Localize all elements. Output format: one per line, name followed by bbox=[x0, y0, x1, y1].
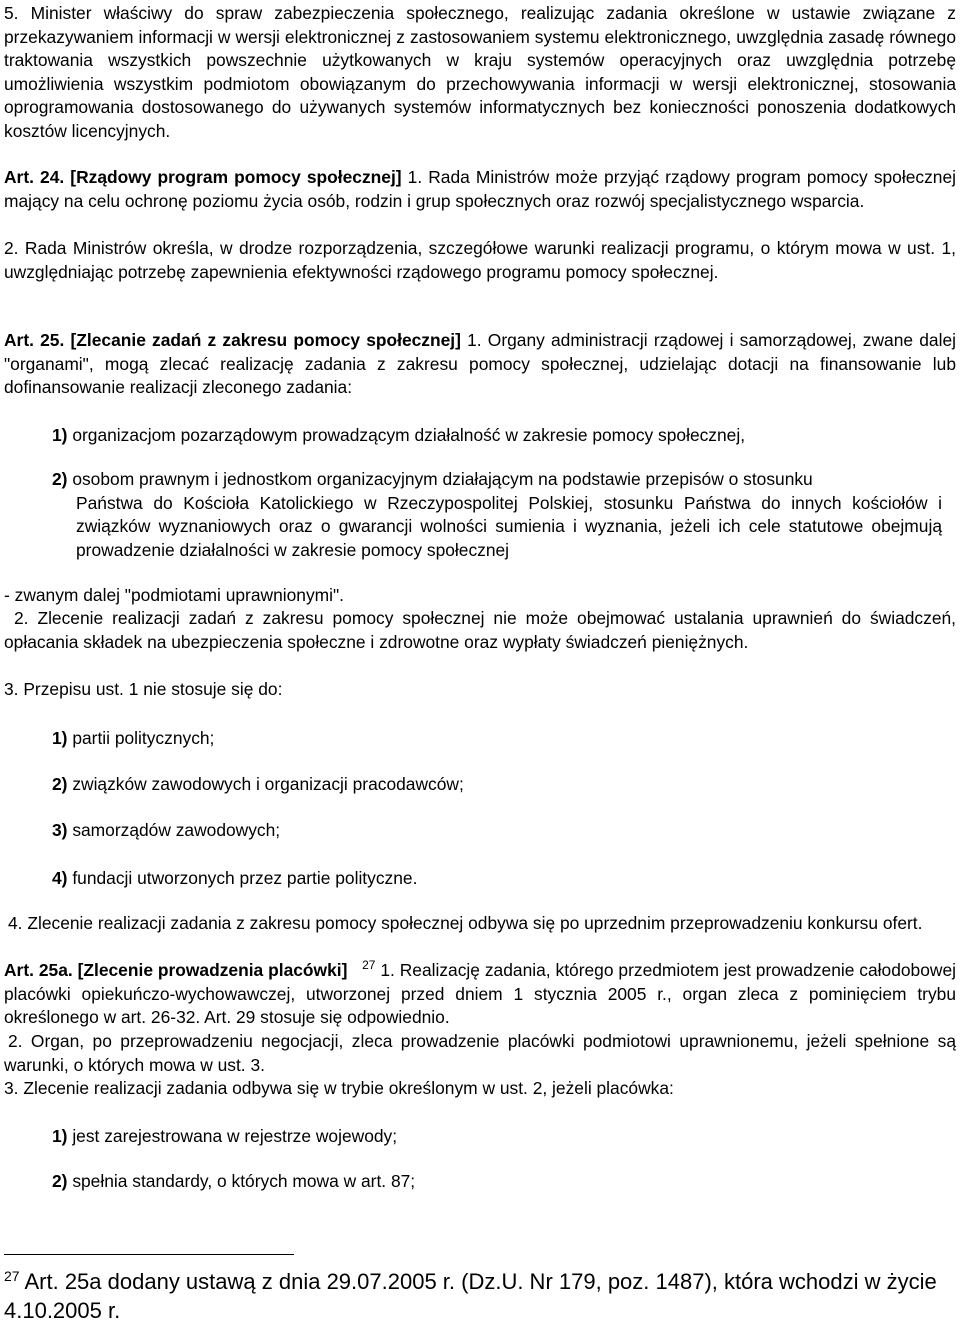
item-text-continued: Państwa do Kościoła Katolickiego w Rzeczypospolitej Polskiej, stosunku Państwa do innych kościołów i związków wyznaniowych oraz o gwarancji wolności sumienia i wyznania, jeżeli ich cele statutowe obejmują prowadzenie działalności w zakresie pomocy społecznej bbox=[76, 492, 942, 560]
art-25a-heading: Art. 25a. [Zlecenie prowadzenia placówki] bbox=[4, 960, 348, 980]
item-text: samorządów zawodowych; bbox=[72, 820, 281, 840]
item-text: osobom prawnym i jednostkom organizacyjnym działającym na podstawie przepisów o stosunku bbox=[72, 469, 813, 489]
item-number: 1) bbox=[52, 425, 68, 445]
item-number: 2) bbox=[52, 1171, 68, 1191]
art-25-item-2 bbox=[52, 468, 942, 562]
item-number: 2) bbox=[52, 774, 68, 794]
item-text: fundacji utworzonych przez partie polityczne. bbox=[72, 868, 418, 888]
art-25a bbox=[4, 959, 956, 1030]
art-24-ust-2: 2. Rada Ministrów określa, w drodze rozporządzenia, szczegółowe warunki realizacji programu, o którym mowa w ust. 1, uwzględniając potrzebę zapewnienia efektywności rządowego programu pomocy społecznej. bbox=[4, 238, 956, 282]
art-25-ust-3-item-4 bbox=[52, 867, 942, 891]
art-25a-item-1 bbox=[52, 1125, 942, 1149]
item-text: organizacjom pozarządowym prowadzącym działalność w zakresie pomocy społecznej, bbox=[72, 425, 746, 445]
footnote bbox=[4, 1262, 956, 1325]
art-25-ust-3-item-1 bbox=[52, 727, 942, 751]
art-25-ust-2: 2. Zlecenie realizacji zadań z zakresu pomocy społecznej nie może obejmować ustalania uprawnień do świadczeń, opłacania składek na ubezpieczenia społeczne i zdrowotne oraz wypłaty świadczeń pieniężnych. bbox=[4, 608, 956, 652]
art-25 bbox=[4, 329, 956, 400]
footnote-text: Art. 25a dodany ustawą z dnia 29.07.2005 r. (Dz.U. Nr 179, poz. 1487), która wchodzi w życie 4.10.2005 r. bbox=[4, 1269, 937, 1323]
art-25-item-1 bbox=[52, 424, 942, 448]
item-text: jest zarejestrowana w rejestrze wojewody; bbox=[72, 1126, 398, 1146]
art-25a-ust-2: 2. Organ, po przeprowadzeniu negocjacji, zleca prowadzenie placówki podmiotowi uprawnionemu, jeżeli spełnione są warunki, o których mowa w ust. 3. bbox=[4, 1031, 956, 1075]
item-text: związków zawodowych i organizacji pracodawców; bbox=[72, 774, 464, 794]
art-24 bbox=[4, 166, 956, 213]
art-24-heading: Art. 24. [Rządowy program pomocy społecznej] bbox=[4, 167, 402, 187]
art-25-ust-3-item-3 bbox=[52, 819, 942, 843]
item-text: spełnia standardy, o których mowa w art. 87; bbox=[72, 1171, 416, 1191]
art-25a-ust-3: 3. Zlecenie realizacji zadania odbywa się w trybie określonym w ust. 2, jeżeli placówka: bbox=[4, 1078, 674, 1098]
art-25-ust-3-item-2 bbox=[52, 773, 942, 797]
footnote-mark: 27 bbox=[4, 1268, 20, 1284]
art-25a-item-2 bbox=[52, 1170, 942, 1194]
art-24-ust-1: 1. Rada Ministrów może przyjąć rządowy program pomocy społecznej mający na celu ochronę poziomu życia osób, rodzin i grup społecznych oraz rozwój specjalistycznego wsparcia. bbox=[4, 167, 956, 211]
paragraph-5: 5. Minister właściwy do spraw zabezpieczenia społecznego, realizując zadania określone w ustawie związane z przekazywaniem informacji w wersji elektronicznej z zastosowaniem systemu elektronicznego, uwzględnia zasadę równego traktowania wszystkich powszechnie użytkowanych w kraju systemów operacyjnych oraz uwzględnia potrzebę umożliwienia wszystkim podmiotom obowiązanym do przechowywania informacji w wersji elektronicznej, stosowania oprogramowania dostosowanego do używanych systemów informatycznych bez konieczności ponoszenia dodatkowych kosztów licencyjnych. bbox=[4, 3, 956, 141]
art-25-heading: Art. 25. [Zlecanie zadań z zakresu pomocy społecznej] bbox=[4, 330, 461, 350]
footnote-reference: 27 bbox=[362, 958, 376, 973]
item-number: 2) bbox=[52, 469, 68, 489]
art-25-ust-3: 3. Przepisu ust. 1 nie stosuje się do: bbox=[4, 679, 283, 699]
item-number: 1) bbox=[52, 728, 68, 748]
art-25-ust-4: 4. Zlecenie realizacji zadania z zakresu pomocy społecznej odbywa się po uprzednim przeprowadzeniu konkursu ofert. bbox=[8, 913, 923, 933]
footnote-separator bbox=[4, 1254, 294, 1255]
art-25-after-list: - zwanym dalej "podmiotami uprawnionymi". bbox=[4, 585, 345, 605]
art-25a-ust-1: 1. Realizację zadania, którego przedmiotem jest prowadzenie całodobowej placówki opiekuńczo-wychowawczej, utworzonej przed dniem 1 stycznia 2005 r., organ zleca z pominięciem trybu określonego w art. 26-32. Art. 29 stosuje się odpowiednio. bbox=[4, 960, 956, 1027]
item-number: 3) bbox=[52, 820, 68, 840]
item-number: 1) bbox=[52, 1126, 68, 1146]
item-text: partii politycznych; bbox=[72, 728, 215, 748]
art-25-ust-1: 1. Organy administracji rządowej i samorządowej, zwane dalej "organami", mogą zlecać realizację zadania z zakresu pomocy społecznej, udzielając dotacji na finansowanie lub dofinansowanie realizacji zleconego zadania: bbox=[4, 330, 956, 397]
item-number: 4) bbox=[52, 868, 68, 888]
